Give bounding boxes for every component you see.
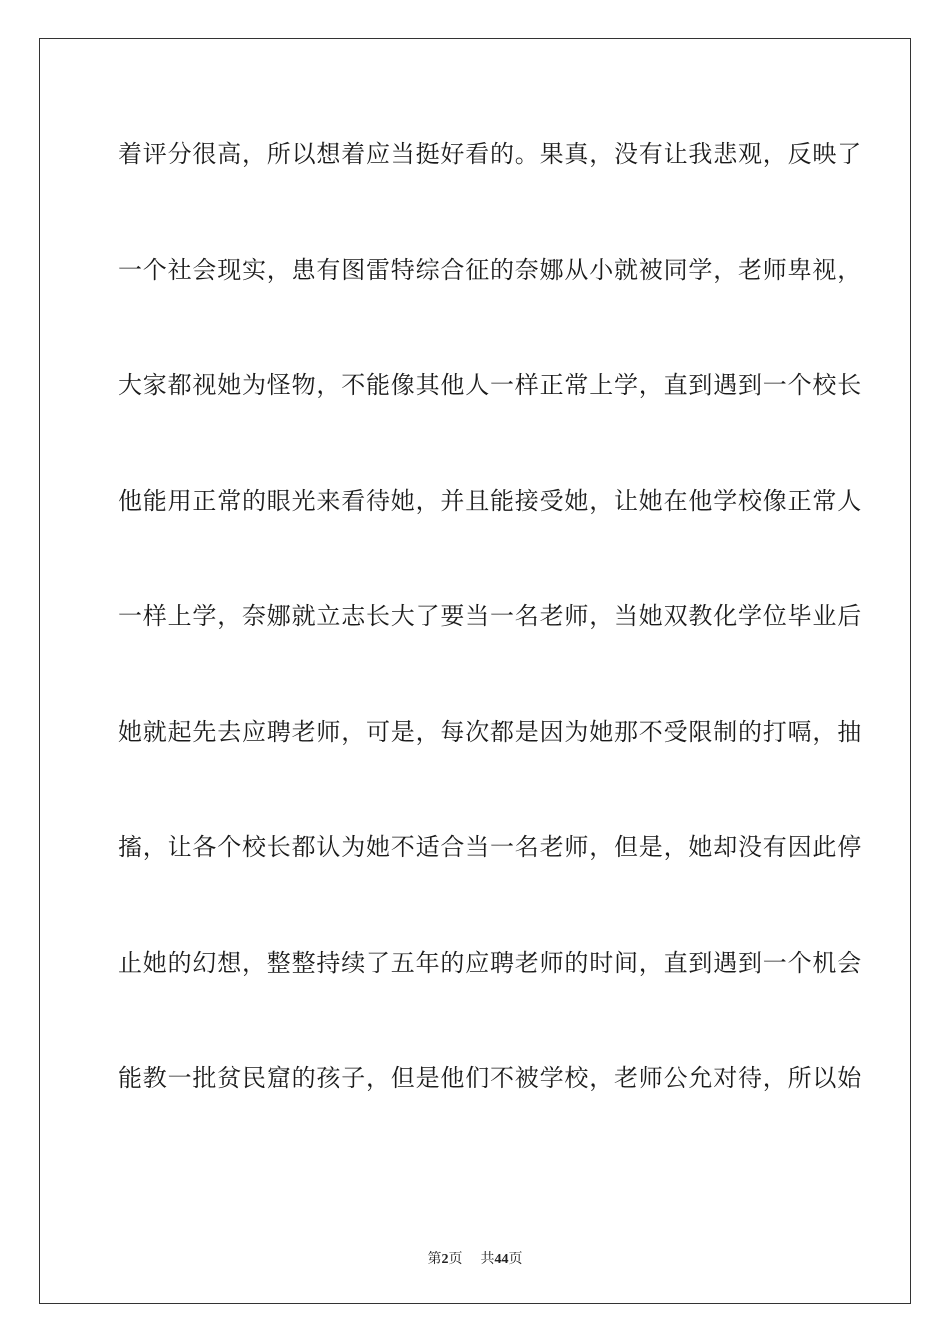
text-line-8: 止她的幻想，整整持续了五年的应聘老师的时间，直到遇到一个机会 [118, 948, 862, 977]
text-line-3: 大家都视她为怪物，不能像其他人一样正常上学，直到遇到一个校长 [118, 371, 862, 399]
page-number: 2 [441, 1252, 449, 1267]
page-footer [0, 1248, 950, 1268]
page-prefix: 第 [427, 1252, 442, 1267]
text-line-5: 一样上学，奈娜就立志长大了要当一名老师，当她双教化学位毕业后 [118, 602, 862, 630]
body-text [118, 132, 862, 1172]
total-suffix: 页 [508, 1252, 523, 1267]
total-prefix: 共 [480, 1252, 495, 1267]
total-pages: 44 [494, 1252, 509, 1267]
text-line-4: 他能用正常的眼光来看待她，并且能接受她，让她在他学校像正常人 [118, 486, 862, 515]
text-line-7: 搐，让各个校长都认为她不适合当一名老师，但是，她却没有因此停 [118, 833, 862, 861]
text-line-2: 一个社会现实，患有图雷特综合征的奈娜从小就被同学，老师卑视， [118, 255, 862, 284]
text-line-9: 能教一批贫民窟的孩子，但是他们不被学校，老师公允对待，所以始 [118, 1064, 862, 1092]
page-suffix: 页 [448, 1252, 463, 1267]
text-line-6: 她就起先去应聘老师，可是，每次都是因为她那不受限制的打嗝，抽 [118, 717, 862, 746]
text-line-1: 着评分很高，所以想着应当挺好看的。果真，没有让我悲观，反映了 [118, 140, 862, 168]
